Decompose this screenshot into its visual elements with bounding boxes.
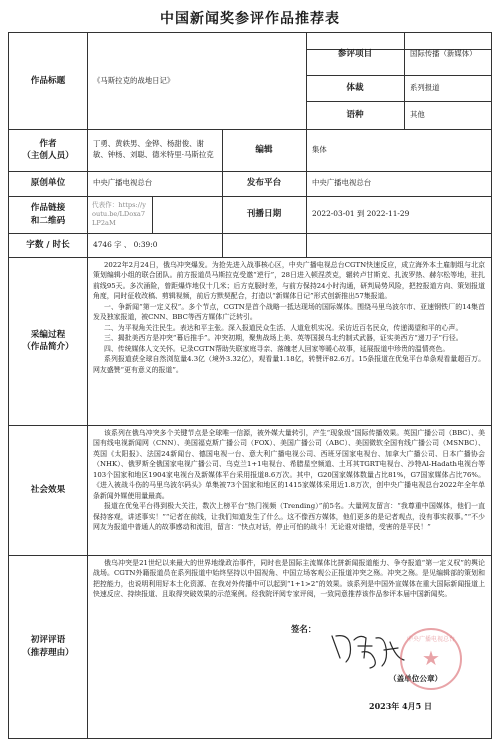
publish-date-label: 刊播日期 [246, 209, 282, 220]
official-seal [400, 628, 462, 690]
process-text [87, 257, 491, 425]
editor-label: 编辑 [255, 144, 273, 155]
length-value: 4746 字 、 0:39:0 [93, 239, 158, 249]
process-label [9, 257, 87, 425]
authors-label-line1: 作者 [39, 138, 57, 149]
work-link[interactable]: 代表作：https://youtu.be/LDoxa7LP2aM [92, 201, 146, 227]
review-label [9, 555, 87, 738]
signature-date: 2023年 4月5 日 [369, 701, 432, 711]
process-paragraph: 一、争新闻“第一定义权”。多个节点，CGTN是首个战略一抵达现场的国际媒体。围绕马里乌波尔市、亚速钢铁厂的14集首发及独家报道，被CNN、BBC等西方媒体广泛转引。 [93, 302, 485, 322]
original-unit-label: 原创单位 [30, 178, 66, 189]
seal-text: 中央广播电视总台 [406, 636, 455, 643]
review-label-line2: （推荐理由） [22, 647, 74, 658]
original-unit-value: 中央广播电视总台 [93, 178, 153, 188]
review-label-line1: 初评评语 [30, 635, 66, 646]
language-value: 其他 [410, 109, 425, 119]
publish-date-value: 2022-03-01 到 2022-11-29 [312, 209, 410, 219]
effect-paragraph: 报道在优兔平台得到极大关注，数次上榜平台“热门视频（Trending）”前5名。大量网友留言：“我尊重中国媒体，他们一直保持客观，讲述事实！”“记者在前线，让我们知道发生了什么。这不像西方媒体，他们更多的是记者观点，没有事实叙事。”“不少网友为报道中普通人的故事感动和流泪，留言：“快点对话，停止可怕的战斗！无论谁对谁错，受害的是平民！” [93, 502, 485, 532]
link-label-line2: 和二维码 [30, 215, 66, 226]
review-paragraph: 俄乌冲突是21世纪以来最大的世界地缘政治事件，同时也是国际主流媒体比拼新闻报道能力、争夺报道“第一定义权”的舆论战场。CGTN外籍报道员在系列报道中始终坚持以中国视角、中国立场客观公正报道冲突之殇。冲突之殇。是见编辑部的策划和把控能力，也说明利用好本土化资源、在我对外传播中可以起到“1+1>2”的效果。该系列是中国外宣媒体在重大国际新闻报道上快速反应、持续报道、且取得突破效果的示范案例。经我院评阅专家评阅，一致同意推荐该作品参评本届中国新闻奖。 [93, 559, 485, 599]
seal-star-icon: ★ [422, 646, 440, 670]
category-label: 参评项目 [337, 48, 373, 59]
review-text [87, 555, 491, 635]
language-label: 语种 [346, 109, 364, 120]
link-label [9, 196, 87, 233]
process-paragraph: 三、揭批美西方是冲突“幕后推手”。冲突初期，聚焦战场上美、英等国援乌北约制式武器，证实美西方“递刀子”行径。 [104, 334, 463, 343]
genre-value: 系列报道 [410, 82, 440, 92]
process-label-line1: 采编过程 [30, 329, 66, 340]
page-title: 中国新闻奖参评作品推荐表 [160, 11, 340, 27]
effect-text [87, 425, 491, 555]
length-label: 字数 / 时长 [26, 239, 70, 250]
signature-label: 签名： [291, 624, 317, 634]
authors-label-line2: （主创人员） [22, 151, 74, 161]
work-title-label: 作品标题 [30, 75, 66, 86]
process-paragraph: 二、为平视角关注民生。表达和平主张。深入报道民众生活、人道危机实况。采访近百名民众，传递渴望和平的心声。 [104, 323, 463, 332]
publish-platform-label: 发布平台 [246, 178, 282, 189]
editor-value: 集体 [312, 144, 327, 154]
work-title-value: 《马斯拉克的战地日记》 [93, 75, 175, 85]
link-label-line1: 作品链接 [30, 203, 66, 214]
publish-platform-value: 中央广播电视总台 [312, 178, 372, 188]
effect-paragraph: 该系列在俄乌冲突多个关键节点是全球唯一信源，被外媒大量转引，产生“现象级”国际传播效果。英国广播公司（BBC）、美国有线电视新闻网（CNN）、美国福克斯广播公司（FOX）、美国广播公司（ABC）、美国微软全国有线广播公司（MSNBC）、英国《太阳报》、法国24新闻台、德国电视一台、意大利广播电视公司、西班牙国家电视台、加拿大广播公司、日本广播协会（NHK）、俄罗斯全俄国家电视广播公司、乌克兰1+1电视台、希腊星空频道、土耳其TGRT电视台、沙特Al-Hadath电视台等103个国家和地区1904家电视台及新媒体平台采用报道8.6万次。其中，G20国家媒体数量占比81%，G7国家媒体占比76%。《进入被战斗伤的马里乌波尔码头》单集被73个国家和地区的1415家媒体采用近1.8万次，创中央广播电视总台2022年全年单条新闻外媒使用量最高。 [93, 429, 485, 500]
process-label-line2: （作品简介） [22, 342, 74, 352]
process-paragraph: 系列报道获全球自然浏览量4.3亿（境外3.32亿），观看量1.18亿，转赞评82.6万。15条报道在优兔平台单条观看量超百万。网友盛赞“更有意义的报道”。 [93, 355, 485, 374]
process-paragraph: 2022年2月24日，俄乌冲突爆发。为抢先进入战事核心区，中央广播电视总台CGTN快速反应，成立海外本土雇制组与北京策划编辑小组的联合团队。前方报道员马斯拉克受邀“逆行”，28日进入顿涅茨克，辗转卢甘斯克、扎波罗热、赫尔松等地，驻扎前线95天。多次涌险，曾距爆炸地仅十几米；后方克服时差，与前方保持24小时沟通，研判局势风险，把控报道方向、策划报道角度，同时征收改稿、剪辑视频，前后方默契配合，打造以“新媒体日记”形式创新推出57集报道。 [93, 261, 485, 301]
authors-value: 丁勇、黄轶男、金铧、杨甜俊、谢敏、钟杨、刘聪、德米特里·马斯拉克 [93, 139, 214, 159]
stamp-note: （盖单位公章） [389, 674, 443, 683]
genre-label: 体裁 [346, 82, 364, 93]
effect-label: 社会效果 [30, 484, 66, 495]
process-paragraph: 四、传统媒体人文关怀。记录CGTN帮助失联家庭寻亲、落魄老人回家等暖心故事，延展报道中珍贵的温情亮色。 [104, 344, 450, 353]
category-value: 国际传播（新媒体） [410, 48, 477, 58]
qr-code-area [152, 196, 222, 233]
authors-label [9, 129, 87, 171]
